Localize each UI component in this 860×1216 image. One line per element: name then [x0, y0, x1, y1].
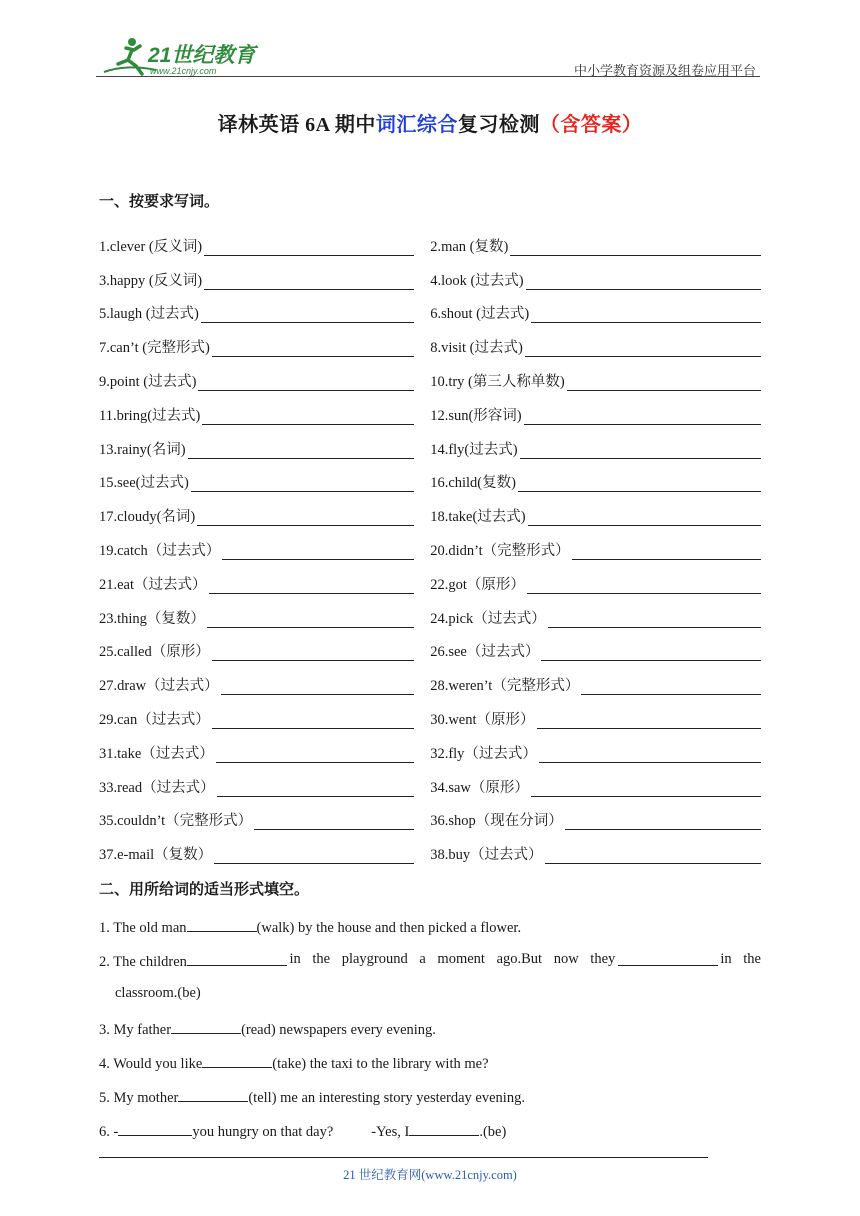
answer-blank[interactable]: [202, 410, 414, 425]
exercise-item: [99, 539, 414, 566]
answer-blank[interactable]: [409, 1121, 479, 1136]
exercise-row: [99, 498, 761, 532]
svg-text:21世纪教育: 21世纪教育: [148, 44, 256, 67]
exercise-row: [99, 667, 761, 701]
exercise-prompt: 24.pick（过去式）: [430, 610, 546, 627]
answer-blank[interactable]: [204, 241, 414, 256]
exercise-item: [430, 505, 761, 532]
answer-blank[interactable]: [187, 951, 287, 966]
header-divider: [96, 76, 760, 77]
word-exercise-grid: [99, 228, 761, 870]
answer-blank[interactable]: [222, 545, 414, 560]
answer-blank[interactable]: [518, 477, 761, 492]
question-3: 3. My father (read) newspapers every evening.: [99, 1019, 436, 1039]
exercise-prompt: 30.went（原形）: [430, 711, 535, 728]
exercise-prompt: 35.couldn’t（完整形式）: [99, 813, 253, 830]
exercise-row: [99, 532, 761, 566]
exercise-item: [99, 843, 414, 870]
exercise-prompt: 38.buy（过去式）: [430, 847, 543, 864]
exercise-prompt: 14.fly(过去式): [430, 441, 518, 458]
question-5: 5. My mother (tell) me an interesting story yesterday evening.: [99, 1087, 525, 1107]
footer-divider: [99, 1157, 708, 1158]
answer-blank[interactable]: [212, 342, 414, 357]
answer-blank[interactable]: [510, 241, 761, 256]
exercise-item: [430, 404, 761, 431]
answer-blank[interactable]: [188, 444, 415, 459]
answer-blank[interactable]: [209, 579, 415, 594]
exercise-item: [99, 336, 414, 363]
exercise-prompt: 31.take（过去式）: [99, 745, 214, 762]
answer-blank[interactable]: [212, 646, 414, 661]
page-header: [96, 30, 760, 78]
exercise-item: [430, 607, 761, 634]
answer-blank[interactable]: [548, 613, 761, 628]
answer-blank[interactable]: [204, 275, 414, 290]
exercise-prompt: 21.eat（过去式）: [99, 576, 207, 593]
exercise-prompt: 9.point (过去式): [99, 373, 197, 390]
exercise-prompt: 22.got（原形）: [430, 576, 525, 593]
exercise-prompt: 28.weren’t（完整形式）: [430, 678, 580, 695]
exercise-row: [99, 228, 761, 262]
answer-blank[interactable]: [525, 342, 761, 357]
exercise-row: [99, 701, 761, 735]
exercise-prompt: 23.thing（复数）: [99, 610, 205, 627]
exercise-item: [430, 573, 761, 600]
exercise-prompt: 29.can（过去式）: [99, 711, 210, 728]
answer-blank[interactable]: [202, 1053, 272, 1068]
answer-blank[interactable]: [178, 1087, 248, 1102]
exercise-row: [99, 262, 761, 296]
answer-blank[interactable]: [207, 613, 414, 628]
answer-blank[interactable]: [526, 275, 761, 290]
site-logo: [96, 34, 276, 78]
exercise-row: [99, 634, 761, 668]
answer-blank[interactable]: [212, 714, 414, 729]
answer-blank[interactable]: [191, 477, 414, 492]
answer-blank[interactable]: [545, 849, 761, 864]
answer-blank[interactable]: [171, 1019, 241, 1034]
exercise-prompt: 27.draw（过去式）: [99, 678, 219, 695]
exercise-prompt: 11.bring(过去式): [99, 407, 201, 424]
exercise-prompt: 8.visit (过去式): [430, 340, 523, 357]
title-highlight-blue: 词汇综合: [375, 114, 458, 136]
answer-blank[interactable]: [214, 849, 414, 864]
answer-blank[interactable]: [537, 714, 762, 729]
exercise-prompt: 37.e-mail（复数）: [99, 847, 213, 864]
answer-blank[interactable]: [221, 680, 415, 695]
exercise-prompt: 13.rainy(名词): [99, 441, 186, 458]
exercise-prompt: 17.cloudy(名词): [99, 509, 196, 526]
exercise-item: [99, 640, 414, 667]
platform-name: 中小学教育资源及组卷应用平台: [573, 63, 756, 78]
exercise-row: [99, 397, 761, 431]
answer-blank[interactable]: [520, 444, 761, 459]
answer-blank[interactable]: [567, 376, 761, 391]
exercise-item: [430, 370, 761, 397]
svg-text:www.21cnjy.com: www.21cnjy.com: [150, 66, 217, 76]
exercise-item: [430, 809, 761, 836]
exercise-item: [430, 776, 761, 803]
answer-blank[interactable]: [572, 545, 761, 560]
exercise-item: [430, 269, 761, 296]
exercise-item: [99, 742, 414, 769]
exercise-row: [99, 836, 761, 870]
section-1-heading: 一、按要求写词。: [99, 192, 220, 210]
exercise-item: [430, 438, 761, 465]
answer-blank[interactable]: [565, 815, 761, 830]
exercise-prompt: 25.called（原形）: [99, 644, 210, 661]
exercise-item: [430, 708, 761, 735]
answer-blank[interactable]: [524, 410, 761, 425]
exercise-item: [430, 640, 761, 667]
exercise-item: [430, 471, 761, 498]
exercise-prompt: 4.look (过去式): [430, 272, 524, 289]
exercise-item: [99, 404, 414, 431]
exercise-prompt: 3.happy (反义词): [99, 272, 203, 289]
exercise-prompt: 16.child(复数): [430, 475, 516, 492]
exercise-item: [99, 370, 414, 397]
section-2-heading: 二、用所给词的适当形式填空。: [99, 880, 310, 898]
title-highlight-red: （含答案）: [539, 114, 643, 136]
exercise-item: [430, 742, 761, 769]
exercise-prompt: 36.shop（现在分词）: [430, 813, 563, 830]
exercise-item: [430, 539, 761, 566]
exercise-item: [99, 235, 414, 262]
exercise-item: [99, 438, 414, 465]
exercise-item: [99, 776, 414, 803]
answer-blank[interactable]: [527, 579, 761, 594]
exercise-item: [430, 843, 761, 870]
exercise-prompt: 10.try (第三人称单数): [430, 373, 565, 390]
exercise-row: [99, 329, 761, 363]
answer-blank[interactable]: [618, 951, 718, 966]
exercise-prompt: 33.read（过去式）: [99, 779, 215, 796]
exercise-row: [99, 803, 761, 837]
exercise-row: [99, 363, 761, 397]
footer-text[interactable]: 21 世纪教育网(www.21cnjy.com): [343, 1168, 517, 1182]
exercise-prompt: 32.fly（过去式）: [430, 745, 537, 762]
document-title: [0, 108, 860, 137]
exercise-prompt: 20.didn’t（完整形式）: [430, 542, 570, 559]
exercise-row: [99, 465, 761, 499]
title-part-3: 复习检测: [457, 114, 540, 136]
exercise-item: [430, 674, 761, 701]
exercise-prompt: 6.shout (过去式): [430, 306, 530, 323]
exercise-row: [99, 600, 761, 634]
exercise-row: [99, 566, 761, 600]
exercise-item: [99, 471, 414, 498]
answer-blank[interactable]: [197, 511, 414, 526]
exercise-item: [430, 302, 761, 329]
answer-blank[interactable]: [541, 646, 761, 661]
exercise-prompt: 1.clever (反义词): [99, 238, 203, 255]
exercise-item: [99, 505, 414, 532]
exercise-prompt: 7.can’t (完整形式): [99, 340, 210, 357]
exercise-row: [99, 735, 761, 769]
exercise-prompt: 2.man (复数): [430, 238, 509, 255]
exercise-item: [99, 607, 414, 634]
exercise-prompt: 26.see（过去式）: [430, 644, 540, 661]
answer-blank[interactable]: [581, 680, 761, 695]
exercise-item: [99, 674, 414, 701]
exercise-item: [99, 573, 414, 600]
question-2-cont: classroom.(be): [115, 985, 201, 1001]
exercise-item: [99, 302, 414, 329]
exercise-prompt: 18.take(过去式): [430, 509, 526, 526]
answer-blank[interactable]: [118, 1121, 192, 1136]
exercise-item: [430, 235, 761, 262]
answer-blank[interactable]: [201, 308, 414, 323]
answer-blank[interactable]: [531, 308, 761, 323]
exercise-row: [99, 431, 761, 465]
answer-blank[interactable]: [254, 815, 414, 830]
question-2: 2. The children in the playground a moment ago.But now they in the: [99, 951, 761, 970]
answer-blank[interactable]: [187, 917, 257, 932]
exercise-prompt: 34.saw（原形）: [430, 779, 529, 796]
exercise-row: [99, 769, 761, 803]
question-1: 1. The old man (walk) by the house and then picked a flower.: [99, 917, 521, 937]
question-6: 6. - you hungry on that day? -Yes, I .(be): [99, 1121, 506, 1141]
answer-blank[interactable]: [539, 748, 761, 763]
answer-blank[interactable]: [198, 376, 414, 391]
exercise-row: [99, 296, 761, 330]
answer-blank[interactable]: [216, 748, 414, 763]
exercise-item: [430, 336, 761, 363]
exercise-prompt: 15.see(过去式): [99, 475, 189, 492]
answer-blank[interactable]: [531, 782, 761, 797]
question-4: 4. Would you like (take) the taxi to the library with me?: [99, 1053, 489, 1073]
exercise-prompt: 12.sun(形容词): [430, 407, 522, 424]
answer-blank[interactable]: [528, 511, 761, 526]
exercise-prompt: 19.catch（过去式）: [99, 542, 221, 559]
exercise-item: [99, 708, 414, 735]
title-part-1: 译林英语 6A 期中: [217, 114, 376, 136]
exercise-item: [99, 269, 414, 296]
exercise-item: [99, 809, 414, 836]
exercise-prompt: 5.laugh (过去式): [99, 306, 199, 323]
answer-blank[interactable]: [217, 782, 415, 797]
